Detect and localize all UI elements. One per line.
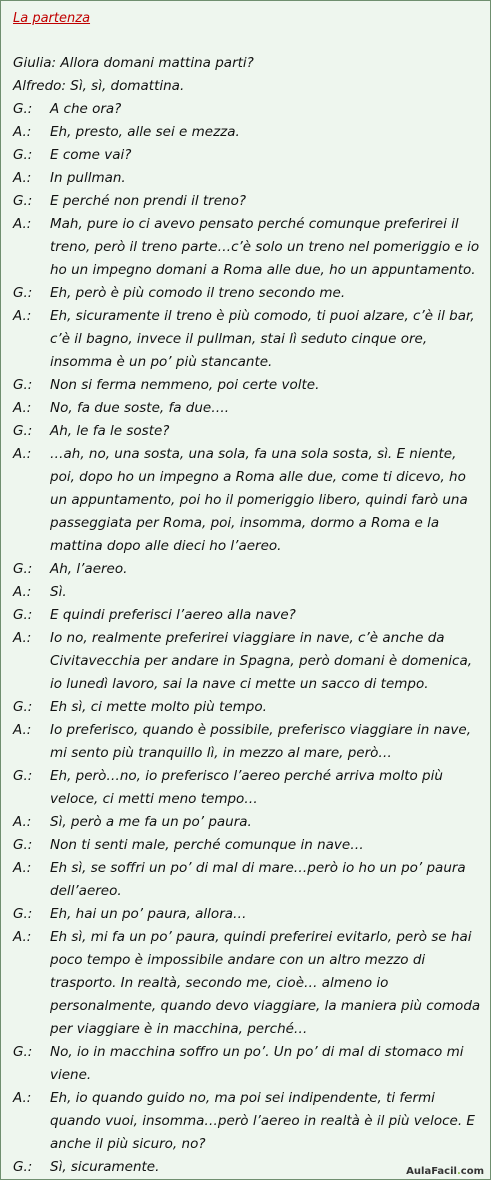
dialogue-line	[13, 1041, 483, 1087]
line-text: …ah, no, una sosta, una sola, fa una sola sosta, sì. E niente, poi, dopo ho un impegno a Roma alle due, come ti dicevo, ho un appuntamento, poi ho il pomeriggio libero, quindi farò una passeggiata per Roma, poi, insomma, dormo a Roma e la mattina dopo alle dieci ho l’aereo.	[50, 446, 468, 554]
line-text: In pullman.	[50, 170, 126, 186]
speaker-label: A.:	[13, 308, 32, 324]
speaker-label: G.:	[13, 561, 33, 577]
speaker-label: G.:	[13, 193, 33, 209]
line-text: Sì.	[50, 584, 67, 600]
line-text: E quindi preferisci l’aereo alla nave?	[50, 607, 296, 623]
speaker-label: G.:	[13, 1159, 33, 1175]
speaker-label: A.:	[13, 170, 32, 186]
intro-line: Giulia: Allora domani mattina parti?	[13, 55, 254, 71]
speaker-label: G.:	[13, 101, 33, 117]
dialogue-line	[13, 857, 483, 903]
speaker-label: G.:	[13, 768, 33, 784]
brand-name: AulaFacil	[406, 1166, 457, 1177]
line-text: Non si ferma nemmeno, poi certe volte.	[50, 377, 320, 393]
speaker-label: G.:	[13, 147, 33, 163]
dialogue-line	[13, 834, 483, 857]
document-title: La partenza	[13, 11, 91, 26]
dialogue-line	[13, 604, 483, 627]
speaker-label: A.:	[13, 1090, 32, 1106]
speaker-label: G.:	[13, 699, 33, 715]
line-text: Eh sì, mi fa un po’ paura, quindi preferirei evitarlo, però se hai poco tempo è impossibile andare con un altro mezzo di trasporto. In realtà, secondo me, cioè… almeno io personalmente, quando devo viaggiare, la maniera più comoda per viaggiare è in macchina, perché…	[50, 929, 481, 1037]
line-text: Eh, sicuramente il treno è più comodo, ti puoi alzare, c’è il bar, c’è il bagno, invece il pullman, stai lì seduto cinque ore, insomma è un po’ più stancante.	[50, 308, 475, 370]
speaker-label: A.:	[13, 860, 32, 876]
line-text: Eh, però è più comodo il treno secondo me.	[50, 285, 346, 301]
line-text: No, io in macchina soffro un po’. Un po’ di mal di stomaco mi viene.	[50, 1044, 464, 1083]
dialogue-line	[13, 581, 483, 604]
dialogue-line	[13, 213, 483, 282]
speaker-label: G.:	[13, 285, 33, 301]
speaker-label: A.:	[13, 929, 32, 945]
dialogue-line	[13, 121, 483, 144]
intro-line: Alfredo: Sì, sì, domattina.	[13, 78, 185, 94]
dialogue-line	[13, 98, 483, 121]
line-text: Eh, io quando guido no, ma poi sei indipendente, ti fermi quando vuoi, insomma…però l’aereo in realtà è il più veloce. E anche il più sicuro, no?	[50, 1090, 475, 1152]
speaker-label: A.:	[13, 446, 32, 462]
speaker-label: G.:	[13, 1044, 33, 1060]
dialogue-line	[13, 926, 483, 1041]
dialogue-line	[13, 167, 483, 190]
dialogue-line	[13, 765, 483, 811]
dialogue-line	[13, 627, 483, 696]
speaker-label: A.:	[13, 216, 32, 232]
line-text: Ah, le fa le soste?	[50, 423, 170, 439]
dialogue-line	[13, 144, 483, 167]
dialogue-line	[13, 1087, 483, 1156]
dialogue-line	[13, 696, 483, 719]
dialogue-line	[13, 397, 483, 420]
line-text: A che ora?	[50, 101, 122, 117]
dialogue-line	[13, 811, 483, 834]
line-text: No, fa due soste, fa due….	[50, 400, 230, 416]
speaker-label: G.:	[13, 906, 33, 922]
dialogue-line	[13, 190, 483, 213]
speaker-label: A.:	[13, 400, 32, 416]
dialogue-line	[13, 443, 483, 558]
dialogue-line	[13, 305, 483, 374]
line-text: Sì, però a me fa un po’ paura.	[50, 814, 252, 830]
speaker-label: A.:	[13, 814, 32, 830]
speaker-label: A.:	[13, 722, 32, 738]
speaker-label: G.:	[13, 837, 33, 853]
line-text: Eh sì, se soffri un po’ di mal di mare…però io ho un po’ paura dell’aereo.	[50, 860, 466, 899]
line-text: Mah, pure io ci avevo pensato perché comunque preferirei il treno, però il treno parte…c’è solo un treno nel pomeriggio e io ho un impegno domani a Roma alle due, ho un appuntamento.	[50, 216, 480, 278]
brand-footer	[406, 1166, 484, 1177]
line-text: E come vai?	[50, 147, 132, 163]
line-text: Eh, presto, alle sei e mezza.	[50, 124, 240, 140]
dialogue-line	[13, 374, 483, 397]
line-text: Ah, l’aereo.	[50, 561, 128, 577]
speaker-label: G.:	[13, 607, 33, 623]
speaker-label: A.:	[13, 124, 32, 140]
dialogue-line	[13, 282, 483, 305]
speaker-label: G.:	[13, 423, 33, 439]
line-text: Eh, hai un po’ paura, allora…	[50, 906, 247, 922]
line-text: E perché non prendi il treno?	[50, 193, 247, 209]
dialogue-line	[13, 903, 483, 926]
line-text: Io preferisco, quando è possibile, preferisco viaggiare in nave, mi sento più tranquillo lì, in mezzo al mare, però…	[50, 722, 472, 761]
line-text: Io no, realmente preferirei viaggiare in nave, c’è anche da Civitavecchia per andare in Spagna, però domani è domenica, io lunedì lavoro, sai la nave ci mette un sacco di tempo.	[50, 630, 473, 692]
brand-tld: com	[460, 1166, 484, 1177]
line-text: Eh sì, ci mette molto più tempo.	[50, 699, 267, 715]
dialogue	[13, 52, 483, 1179]
speaker-label: A.:	[13, 584, 32, 600]
line-text: Eh, però…no, io preferisco l’aereo perché arriva molto più veloce, ci metti meno tempo…	[50, 768, 443, 807]
brand-dot: .	[456, 1166, 461, 1177]
dialogue-line	[13, 558, 483, 581]
dialogue-line	[13, 719, 483, 765]
line-text: Non ti senti male, perché comunque in nave…	[50, 837, 364, 853]
line-text: Sì, sicuramente.	[50, 1159, 160, 1175]
dialogue-line	[13, 420, 483, 443]
speaker-label: G.:	[13, 377, 33, 393]
speaker-label: A.:	[13, 630, 32, 646]
